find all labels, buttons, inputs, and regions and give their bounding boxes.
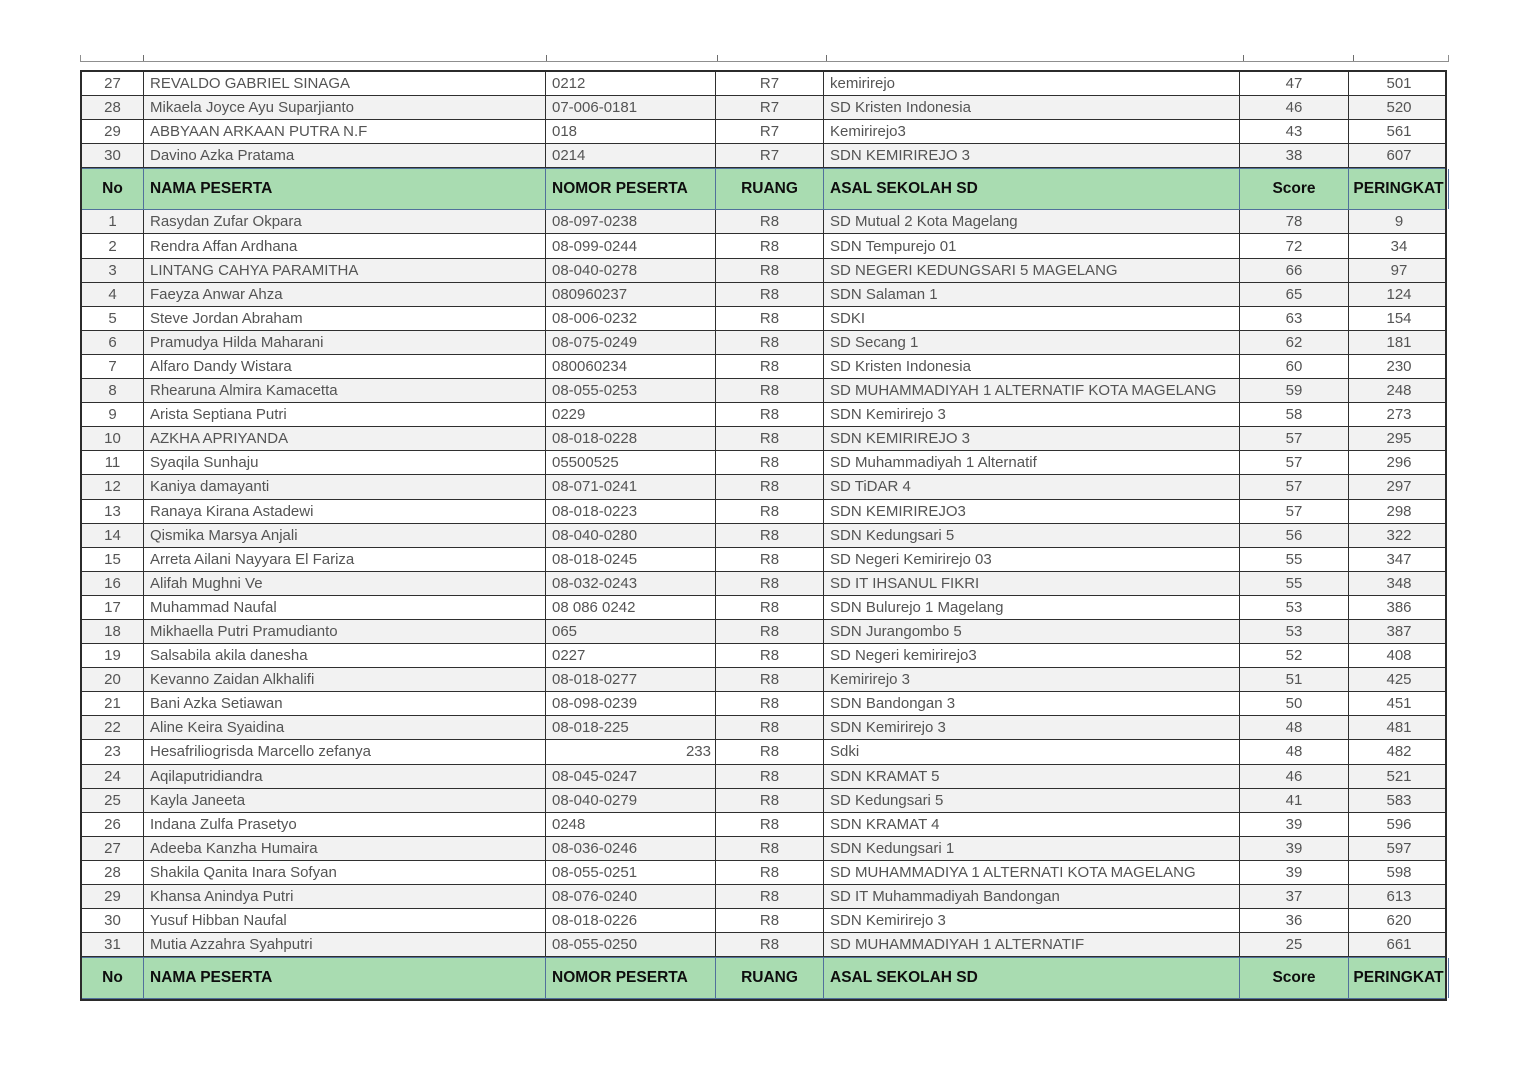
cell-school: SD Kedungsari 5 (824, 789, 1240, 812)
cell-no: 29 (82, 120, 144, 143)
cell-score: 57 (1240, 500, 1349, 523)
cell-no: 2 (82, 234, 144, 257)
cell-rank: 124 (1386, 285, 1412, 303)
cell-name: Muhammad Naufal (144, 596, 546, 619)
cell-rank: 425 (1386, 671, 1412, 689)
table-row (82, 72, 1445, 96)
cell-school: Kemirirejo 3 (824, 668, 1240, 691)
cell-score: 41 (1240, 789, 1349, 812)
cell-no: 21 (82, 692, 144, 715)
table-row (82, 307, 1445, 331)
cell-ruang: R8 (716, 789, 824, 812)
cell-school: SDN Salaman 1 (824, 283, 1240, 306)
cell-rank: 154 (1386, 309, 1412, 327)
cell-name: Kaniya damayanti (144, 475, 546, 498)
cell-score: 57 (1240, 475, 1349, 498)
cell-ruang: R8 (716, 500, 824, 523)
cell-school: SDN Jurangombo 5 (824, 620, 1240, 643)
table-row (82, 259, 1445, 283)
cell-nomor: 08-055-0253 (546, 379, 716, 402)
cell-school: SDN Bulurejo 1 Magelang (824, 596, 1240, 619)
cell-score: 50 (1240, 692, 1349, 715)
cell-no: 26 (82, 813, 144, 836)
cell-no: 23 (82, 740, 144, 763)
cell-no: 18 (82, 620, 144, 643)
cell-score: 48 (1240, 716, 1349, 739)
cell-ruang: R8 (716, 716, 824, 739)
header-nama-peserta: NAMA PESERTA (144, 169, 546, 209)
cell-name: Salsabila akila danesha (144, 644, 546, 667)
cell-nomor: 08-018-0228 (546, 427, 716, 450)
cell-name: Yusuf Hibban Naufal (144, 909, 546, 932)
table-row (82, 909, 1445, 933)
header-score: Score (1240, 169, 1349, 209)
cell-name: Mikaela Joyce Ayu Suparjianto (144, 96, 546, 119)
cell-ruang: R8 (716, 331, 824, 354)
cell-score: 59 (1240, 379, 1349, 402)
cell-score: 39 (1240, 813, 1349, 836)
cell-nomor: 08-055-0251 (546, 861, 716, 884)
cell-school: SDN Tempurejo 01 (824, 234, 1240, 257)
cell-no: 16 (82, 572, 144, 595)
table-row (82, 813, 1445, 837)
cell-name: Rasydan Zufar Okpara (144, 210, 546, 233)
cell-name: Steve Jordan Abraham (144, 307, 546, 330)
cell-score: 48 (1240, 740, 1349, 763)
table-row (82, 210, 1445, 234)
cell-nomor: 08-018-0223 (546, 500, 716, 523)
cell-score: 38 (1240, 144, 1349, 167)
cell-school: SDKI (824, 307, 1240, 330)
cell-no: 6 (82, 331, 144, 354)
cell-rank: 230 (1386, 357, 1412, 375)
cell-no: 11 (82, 451, 144, 474)
cell-rank: 348 (1386, 574, 1412, 592)
cell-rank: 561 (1386, 123, 1412, 141)
cell-ruang: R8 (716, 620, 824, 643)
cell-school: SD Mutual 2 Kota Magelang (824, 210, 1240, 233)
cell-school: SDN Kedungsari 1 (824, 837, 1240, 860)
cell-score: 66 (1240, 259, 1349, 282)
cell-rank: 520 (1386, 99, 1412, 117)
cell-school: SD TiDAR 4 (824, 475, 1240, 498)
cell-rank: 607 (1386, 147, 1412, 165)
header-asal-sekolah: ASAL SEKOLAH SD (824, 958, 1240, 998)
cell-nomor: 08-036-0246 (546, 837, 716, 860)
cell-no: 7 (82, 355, 144, 378)
cell-score: 53 (1240, 620, 1349, 643)
cell-no: 27 (82, 837, 144, 860)
header-nama-peserta: NAMA PESERTA (144, 958, 546, 998)
cell-school: SD MUHAMMADIYAH 1 ALTERNATIF (824, 933, 1240, 956)
cell-score: 62 (1240, 331, 1349, 354)
cell-name: Mikhaella Putri Pramudianto (144, 620, 546, 643)
cell-nomor: 08-018-0277 (546, 668, 716, 691)
table-row (82, 500, 1445, 524)
header-nomor-peserta: NOMOR PESERTA (546, 169, 716, 209)
table-row (82, 765, 1445, 789)
cell-name: Pramudya Hilda Maharani (144, 331, 546, 354)
cell-score: 58 (1240, 403, 1349, 426)
header-score: Score (1240, 958, 1349, 998)
cell-score: 57 (1240, 451, 1349, 474)
header-nomor-peserta: NOMOR PESERTA (546, 958, 716, 998)
cell-no: 25 (82, 789, 144, 812)
cell-ruang: R8 (716, 861, 824, 884)
cell-ruang: R8 (716, 379, 824, 402)
cell-nomor: 08-099-0244 (546, 234, 716, 257)
cell-name: ABBYAAN ARKAAN PUTRA N.F (144, 120, 546, 143)
cell-nomor: 080960237 (546, 283, 716, 306)
cell-nomor: 08-055-0250 (546, 933, 716, 956)
cell-score: 25 (1240, 933, 1349, 956)
cell-ruang: R8 (716, 909, 824, 932)
cell-rank: 273 (1386, 406, 1412, 424)
table-row (82, 331, 1445, 355)
cell-rank: 482 (1386, 743, 1412, 761)
table-row (82, 524, 1445, 548)
cell-score: 51 (1240, 668, 1349, 691)
cell-nomor: 08-032-0243 (546, 572, 716, 595)
cell-ruang: R8 (716, 813, 824, 836)
table-row (82, 144, 1445, 168)
cell-school: SDN Kemirirejo 3 (824, 909, 1240, 932)
results-table (80, 70, 1447, 1001)
cell-name: Arista Septiana Putri (144, 403, 546, 426)
table-row (82, 96, 1445, 120)
cell-name: Rhearuna Almira Kamacetta (144, 379, 546, 402)
cell-rank: 248 (1386, 382, 1412, 400)
cell-school: kemirirejo (824, 72, 1240, 95)
cell-ruang: R8 (716, 427, 824, 450)
cell-name: AZKHA APRIYANDA (144, 427, 546, 450)
cell-nomor: 08-040-0278 (546, 259, 716, 282)
cell-score: 60 (1240, 355, 1349, 378)
cell-score: 56 (1240, 524, 1349, 547)
cell-rank: 386 (1386, 598, 1412, 616)
cell-ruang: R8 (716, 765, 824, 788)
cell-school: SD Negeri kemirirejo3 (824, 644, 1240, 667)
cell-ruang: R8 (716, 572, 824, 595)
cell-nomor: 08-075-0249 (546, 331, 716, 354)
cell-school: SD Secang 1 (824, 331, 1240, 354)
cell-name: Aline Keira Syaidina (144, 716, 546, 739)
header-peringkat: PERINGKAT (1349, 958, 1449, 998)
cell-rank: 347 (1386, 550, 1412, 568)
cell-ruang: R8 (716, 283, 824, 306)
cell-name: Kevanno Zaidan Alkhalifi (144, 668, 546, 691)
cell-name: Adeeba Kanzha Humaira (144, 837, 546, 860)
cell-rank: 583 (1386, 791, 1412, 809)
cell-rank: 597 (1386, 839, 1412, 857)
cell-score: 36 (1240, 909, 1349, 932)
cell-nomor: 08-045-0247 (546, 765, 716, 788)
cell-score: 55 (1240, 548, 1349, 571)
cell-score: 57 (1240, 427, 1349, 450)
cell-no: 12 (82, 475, 144, 498)
cell-score: 55 (1240, 572, 1349, 595)
cell-nomor: 08-018-225 (546, 716, 716, 739)
cell-school: SDN KEMIRIREJO3 (824, 500, 1240, 523)
table-row (82, 933, 1445, 957)
cell-nomor: 018 (546, 120, 716, 143)
cell-nomor: 0214 (546, 144, 716, 167)
cell-rank: 613 (1386, 888, 1412, 906)
cell-nomor: 07-006-0181 (546, 96, 716, 119)
cell-name: Indana Zulfa Prasetyo (144, 813, 546, 836)
cell-school: SD NEGERI KEDUNGSARI 5 MAGELANG (824, 259, 1240, 282)
header-peringkat: PERINGKAT (1349, 169, 1449, 209)
cell-no: 3 (82, 259, 144, 282)
cell-ruang: R8 (716, 740, 824, 763)
cell-school: SD MUHAMMADIYA 1 ALTERNATI KOTA MAGELANG (824, 861, 1240, 884)
cell-ruang: R8 (716, 475, 824, 498)
table-row (82, 837, 1445, 861)
cell-school: SDN KEMIRIREJO 3 (824, 144, 1240, 167)
cell-rank: 9 (1394, 213, 1404, 231)
cell-ruang: R8 (716, 692, 824, 715)
cell-no: 22 (82, 716, 144, 739)
cell-nomor: 08-040-0280 (546, 524, 716, 547)
cell-rank: 596 (1386, 815, 1412, 833)
table-row (82, 644, 1445, 668)
cell-ruang: R8 (716, 210, 824, 233)
table-row (82, 379, 1445, 403)
table-row (82, 740, 1445, 764)
cell-nomor: 05500525 (546, 451, 716, 474)
cell-rank: 296 (1386, 454, 1412, 472)
cell-school: SD MUHAMMADIYAH 1 ALTERNATIF KOTA MAGELANG (824, 379, 1240, 402)
cell-ruang: R8 (716, 668, 824, 691)
cell-rank: 387 (1386, 623, 1412, 641)
table-row (82, 861, 1445, 885)
cell-name: Rendra Affan Ardhana (144, 234, 546, 257)
table-row (82, 283, 1445, 307)
table-row (82, 620, 1445, 644)
cell-rank: 661 (1386, 936, 1412, 954)
cutoff-row-sliver (80, 55, 1449, 62)
cell-no: 30 (82, 144, 144, 167)
cell-no: 24 (82, 765, 144, 788)
cell-rank: 97 (1390, 261, 1408, 279)
cell-ruang: R8 (716, 596, 824, 619)
cell-nomor: 080060234 (546, 355, 716, 378)
table-header-row (82, 957, 1445, 999)
cell-ruang: R8 (716, 403, 824, 426)
cell-name: REVALDO GABRIEL SINAGA (144, 72, 546, 95)
cell-rank: 501 (1386, 75, 1412, 93)
table-row (82, 403, 1445, 427)
cell-ruang: R7 (716, 144, 824, 167)
header-no: No (82, 958, 144, 998)
cell-rank: 481 (1386, 719, 1412, 737)
cell-no: 13 (82, 500, 144, 523)
cell-ruang: R8 (716, 451, 824, 474)
cell-nomor: 08-018-0245 (546, 548, 716, 571)
cell-school: SD Muhammadiyah 1 Alternatif (824, 451, 1240, 474)
cell-no: 10 (82, 427, 144, 450)
cell-name: Davino Azka Pratama (144, 144, 546, 167)
cell-school: SDN KEMIRIREJO 3 (824, 427, 1240, 450)
cell-name: LINTANG CAHYA PARAMITHA (144, 259, 546, 282)
cell-nomor: 065 (546, 620, 716, 643)
cell-name: Arreta Ailani Nayyara El Fariza (144, 548, 546, 571)
cell-no: 28 (82, 96, 144, 119)
cell-nomor: 08-018-0226 (546, 909, 716, 932)
table-row (82, 716, 1445, 740)
cell-name: Alfaro Dandy Wistara (144, 355, 546, 378)
cell-school: SD Kristen Indonesia (824, 96, 1240, 119)
cell-no: 8 (82, 379, 144, 402)
cell-school: SD Kristen Indonesia (824, 355, 1240, 378)
cell-school: SD Negeri Kemirirejo 03 (824, 548, 1240, 571)
cell-no: 5 (82, 307, 144, 330)
cell-ruang: R8 (716, 524, 824, 547)
cell-school: SD IT Muhammadiyah Bandongan (824, 885, 1240, 908)
cell-rank: 620 (1386, 912, 1412, 930)
cell-no: 14 (82, 524, 144, 547)
table-row (82, 789, 1445, 813)
cell-name: Qismika Marsya Anjali (144, 524, 546, 547)
cell-ruang: R8 (716, 307, 824, 330)
cell-no: 1 (82, 210, 144, 233)
cell-no: 29 (82, 885, 144, 908)
cell-score: 78 (1240, 210, 1349, 233)
cell-score: 63 (1240, 307, 1349, 330)
cell-score: 39 (1240, 861, 1349, 884)
cell-ruang: R8 (716, 548, 824, 571)
cell-nomor: 233 (546, 740, 716, 763)
cell-no: 9 (82, 403, 144, 426)
cell-no: 31 (82, 933, 144, 956)
table-header-row (82, 168, 1445, 210)
cell-name: Aqilaputridiandra (144, 765, 546, 788)
table-row (82, 668, 1445, 692)
cell-name: Ranaya Kirana Astadewi (144, 500, 546, 523)
cell-nomor: 0227 (546, 644, 716, 667)
header-no: No (82, 169, 144, 209)
cell-rank: 181 (1386, 333, 1412, 351)
cell-score: 46 (1240, 765, 1349, 788)
cell-ruang: R8 (716, 837, 824, 860)
cell-name: Alifah Mughni Ve (144, 572, 546, 595)
cell-score: 65 (1240, 283, 1349, 306)
cell-name: Syaqila Sunhaju (144, 451, 546, 474)
cell-ruang: R7 (716, 120, 824, 143)
table-row (82, 692, 1445, 716)
cell-score: 37 (1240, 885, 1349, 908)
cell-school: SD IT IHSANUL FIKRI (824, 572, 1240, 595)
header-ruang: RUANG (716, 958, 824, 998)
cell-ruang: R7 (716, 96, 824, 119)
cell-nomor: 0248 (546, 813, 716, 836)
cell-no: 19 (82, 644, 144, 667)
table-row (82, 572, 1445, 596)
cell-ruang: R8 (716, 259, 824, 282)
cell-nomor: 08-071-0241 (546, 475, 716, 498)
table-row (82, 885, 1445, 909)
cell-score: 47 (1240, 72, 1349, 95)
cell-nomor: 08-040-0279 (546, 789, 716, 812)
cell-name: Shakila Qanita Inara Sofyan (144, 861, 546, 884)
cell-ruang: R8 (716, 885, 824, 908)
cell-rank: 521 (1386, 767, 1412, 785)
cell-name: Faeyza Anwar Ahza (144, 283, 546, 306)
cell-score: 53 (1240, 596, 1349, 619)
cell-no: 20 (82, 668, 144, 691)
cell-rank: 451 (1386, 695, 1412, 713)
cell-nomor: 08-006-0232 (546, 307, 716, 330)
cell-school: SDN KRAMAT 4 (824, 813, 1240, 836)
cell-ruang: R8 (716, 933, 824, 956)
cell-score: 39 (1240, 837, 1349, 860)
cell-name: Mutia Azzahra Syahputri (144, 933, 546, 956)
table-row (82, 451, 1445, 475)
table-row (82, 234, 1445, 258)
cell-rank: 598 (1386, 863, 1412, 881)
cell-nomor: 08-097-0238 (546, 210, 716, 233)
cell-ruang: R8 (716, 234, 824, 257)
cell-no: 27 (82, 72, 144, 95)
cell-nomor: 0212 (546, 72, 716, 95)
cell-rank: 298 (1386, 502, 1412, 520)
cell-no: 30 (82, 909, 144, 932)
table-row (82, 596, 1445, 620)
cell-nomor: 08-076-0240 (546, 885, 716, 908)
cell-rank: 322 (1386, 526, 1412, 544)
cell-school: SDN Kemirirejo 3 (824, 716, 1240, 739)
cell-rank: 408 (1386, 647, 1412, 665)
cell-school: Sdki (824, 740, 1240, 763)
cell-no: 4 (82, 283, 144, 306)
cell-rank: 34 (1390, 237, 1408, 255)
cell-rank: 295 (1386, 430, 1412, 448)
header-ruang: RUANG (716, 169, 824, 209)
table-row (82, 427, 1445, 451)
cell-no: 28 (82, 861, 144, 884)
cell-ruang: R8 (716, 644, 824, 667)
cell-rank: 297 (1386, 478, 1412, 496)
table-row (82, 120, 1445, 144)
table-row (82, 475, 1445, 499)
header-asal-sekolah: ASAL SEKOLAH SD (824, 169, 1240, 209)
table-row (82, 355, 1445, 379)
cell-school: Kemirirejo3 (824, 120, 1240, 143)
cell-name: Hesafriliogrisda Marcello zefanya (144, 740, 546, 763)
cell-no: 15 (82, 548, 144, 571)
cell-school: SDN KRAMAT 5 (824, 765, 1240, 788)
cell-school: SDN Bandongan 3 (824, 692, 1240, 715)
cell-name: Bani Azka Setiawan (144, 692, 546, 715)
cell-nomor: 08-098-0239 (546, 692, 716, 715)
cell-ruang: R7 (716, 72, 824, 95)
table-row (82, 548, 1445, 572)
cell-score: 52 (1240, 644, 1349, 667)
cell-name: Kayla Janeeta (144, 789, 546, 812)
cell-no: 17 (82, 596, 144, 619)
cell-nomor: 0229 (546, 403, 716, 426)
cell-score: 72 (1240, 234, 1349, 257)
cell-school: SDN Kemirirejo 3 (824, 403, 1240, 426)
cell-score: 46 (1240, 96, 1349, 119)
cell-school: SDN Kedungsari 5 (824, 524, 1240, 547)
cell-score: 43 (1240, 120, 1349, 143)
cell-ruang: R8 (716, 355, 824, 378)
cell-nomor: 08 086 0242 (546, 596, 716, 619)
cell-name: Khansa Anindya Putri (144, 885, 546, 908)
